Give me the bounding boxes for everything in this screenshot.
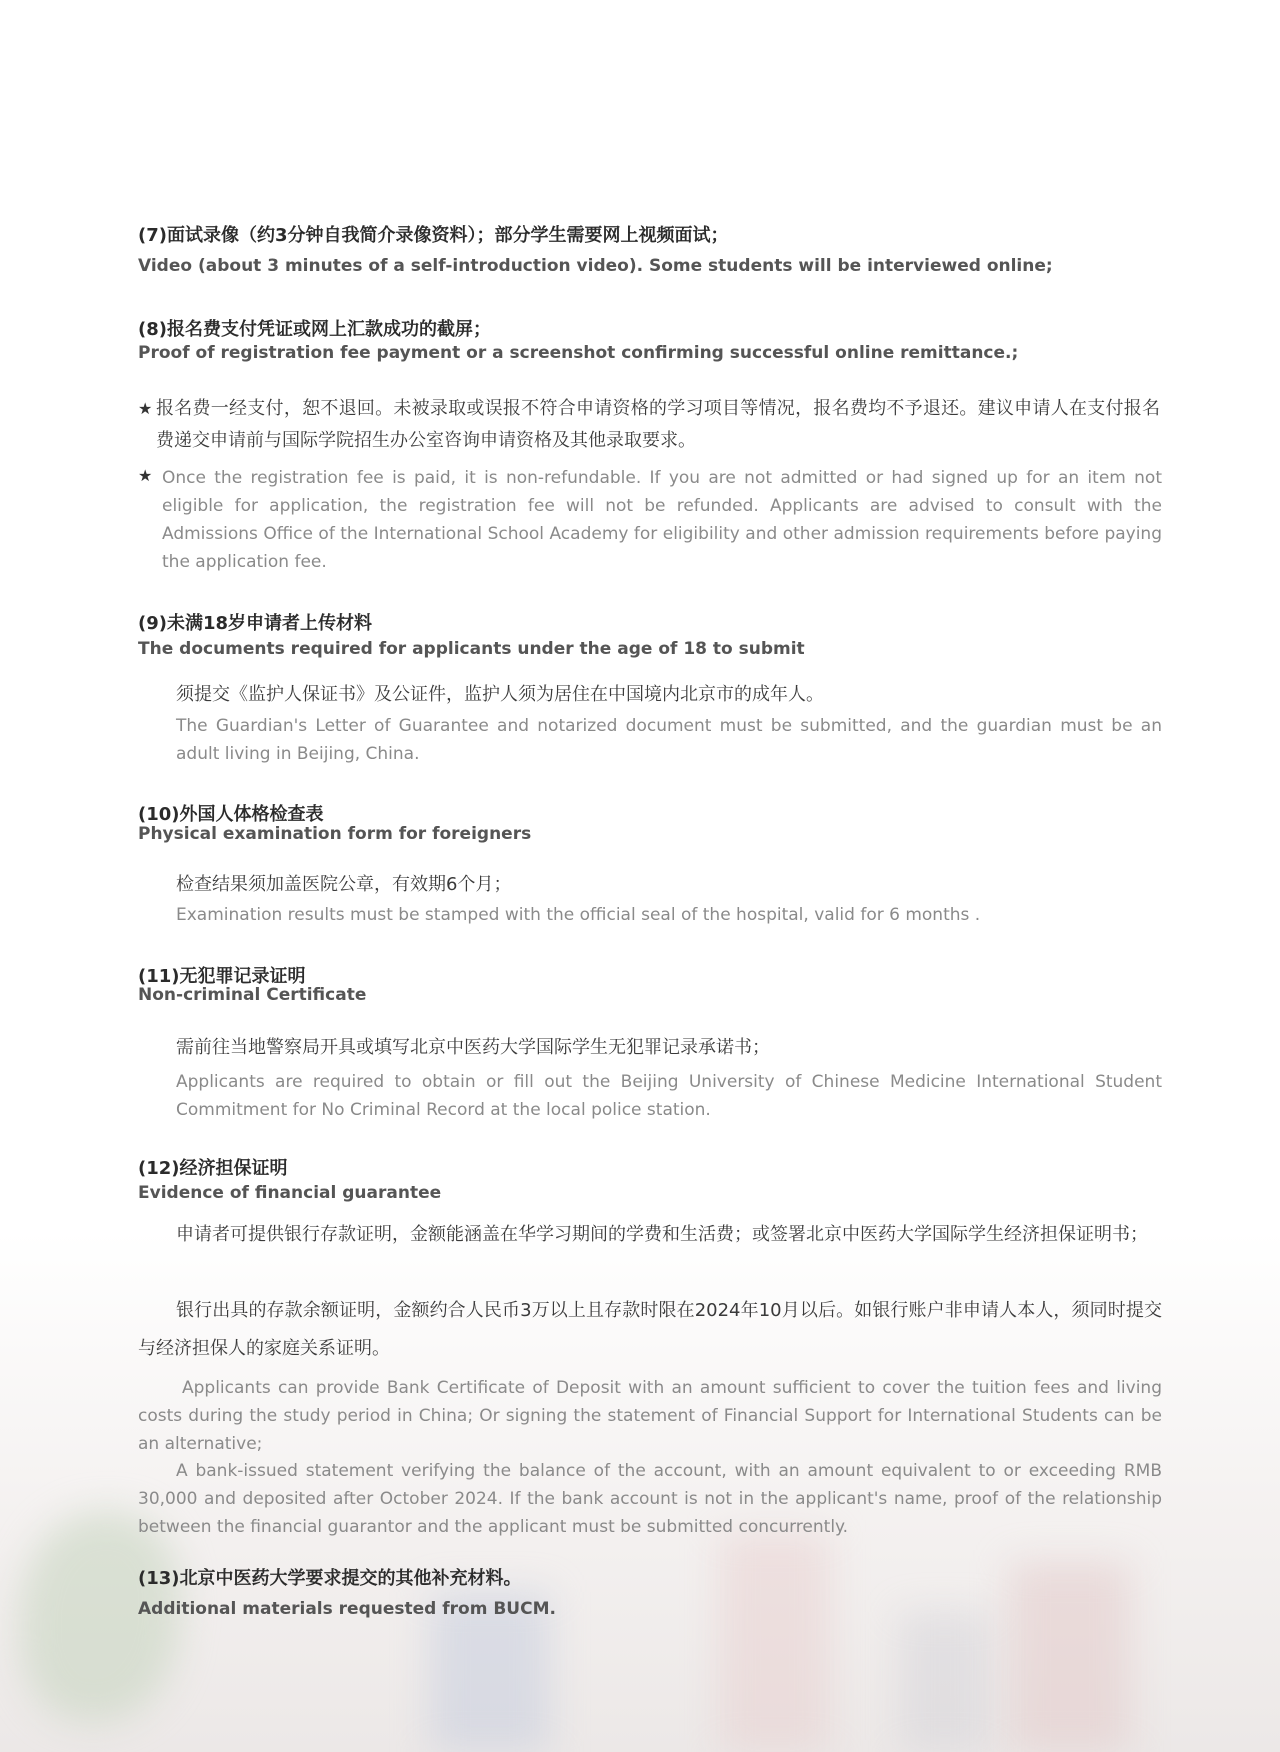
item-12-body-zh-2: 银行出具的存款余额证明，金额约合人民币3万以上且存款时限在2024年10月以后。如银行账户非申请人本人，须同时提交与经济担保人的家庭关系证明。 (138, 1300, 1162, 1359)
item-12-body-zh-1: 申请者可提供银行存款证明，金额能涵盖在华学习期间的学费和生活费；或签署北京中医药大学国际学生经济担保证明书； (176, 1224, 1148, 1245)
item-12-title-zh: (12)经济担保证明 (138, 1158, 288, 1179)
fee-note-zh: 报名费一经支付，恕不退回。未被录取或误报不符合申请资格的学习项目等情况，报名费均不予退还。建议申请人在支付报名费递交申请前与国际学院招生办公室咨询申请资格及其他录取要求。 (156, 398, 1160, 451)
item-11-body-en: Applicants are required to obtain or fill out the Beijing University of Chinese Medicine International Student Commitment for No Criminal Record at the local police station. (176, 1072, 1162, 1120)
item-12-title-en: Evidence of financial guarantee (138, 1183, 442, 1203)
item-9-body-zh: 须提交《监护人保证书》及公证件，监护人须为居住在中国境内北京市的成年人。 (176, 684, 824, 705)
item-9-title-zh: (9)未满18岁申请者上传材料 (138, 613, 373, 634)
item-11-body-zh: 需前往当地警察局开具或填写北京中医药大学国际学生无犯罪记录承诺书； (176, 1037, 770, 1058)
background-book (720, 1532, 830, 1752)
item-11-title-zh: (11)无犯罪记录证明 (138, 966, 306, 987)
item-8-title-zh: (8)报名费支付凭证或网上汇款成功的截屏； (138, 319, 491, 340)
item-8-title-en: Proof of registration fee payment or a screenshot confirming successful online remittance.; (138, 343, 1019, 363)
item-10-title-en: Physical examination form for foreigners (138, 824, 532, 844)
item-10-body-zh: 检查结果须加盖医院公章，有效期6个月； (176, 874, 512, 895)
fee-note-en: Once the registration fee is paid, it is non-refundable. If you are not admitted or had signed up for an item not eligible for application, the registration fee will not be refunded. Applicants are advised to consult with the Admissions Office of the International School Academy for eligibility and other admission requirements before paying the application fee. (162, 468, 1162, 572)
star-bullet-icon: ★ (138, 466, 153, 485)
item-10-body-en: Examination results must be stamped with the official seal of the hospital, valid for 6 months . (176, 905, 981, 925)
item-12-body-en-1: Applicants can provide Bank Certificate of Deposit with an amount sufficient to cover the tuition fees and living costs during the study period in China; Or signing the statement of Financial Support for International Students can be an alternative; (138, 1378, 1162, 1454)
item-13-title-zh: (13)北京中医药大学要求提交的其他补充材料。 (138, 1568, 522, 1589)
item-13-title-en: Additional materials requested from BUCM. (138, 1599, 556, 1619)
item-12-body-en-2: A bank-issued statement verifying the balance of the account, with an amount equivalent to or exceeding RMB 30,000 and deposited after October 2024. If the bank account is not in the applicant's name, proof of the relationship between the financial guarantor and the applicant must be submitted concurrently. (138, 1461, 1162, 1537)
item-9-title-en: The documents required for applicants under the age of 18 to submit (138, 639, 805, 659)
item-9-body-en: The Guardian's Letter of Guarantee and notarized document must be submitted, and the guardian must be an adult living in Beijing, China. (176, 716, 1162, 764)
item-7-title-en: Video (about 3 minutes of a self-introduction video). Some students will be interviewed online; (138, 256, 1053, 276)
item-7-title-zh: (7)面试录像（约3分钟自我简介录像资料）；部分学生需要网上视频面试； (138, 225, 729, 246)
background-book (900, 1612, 990, 1752)
item-10-title-zh: (10)外国人体格检查表 (138, 804, 324, 825)
background-book (1010, 1562, 1130, 1752)
star-bullet-icon: ★ (138, 399, 153, 418)
item-11-title-en: Non-criminal Certificate (138, 985, 367, 1005)
